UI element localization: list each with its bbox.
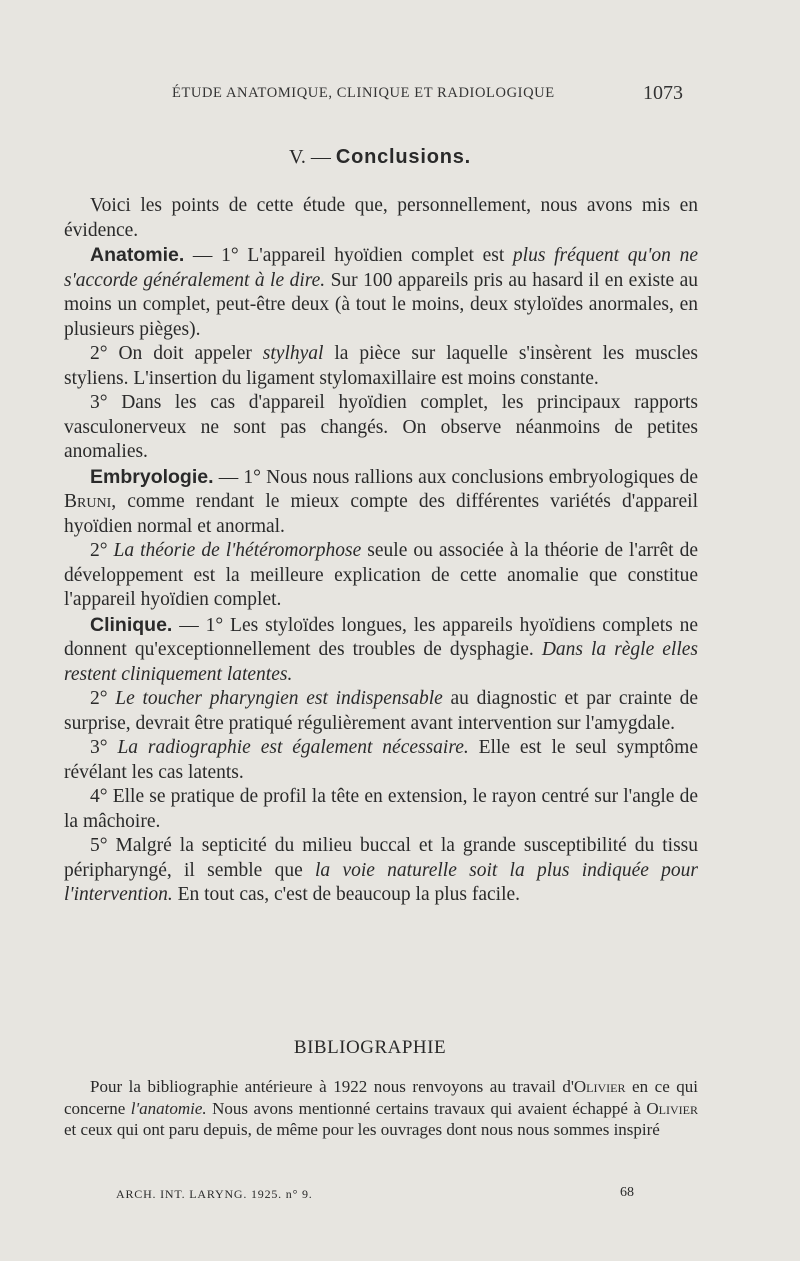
embryologie-label: Embryologie. [90,465,214,488]
italic-run: l'anatomie. [130,1098,207,1118]
text-run: 3° [90,737,118,758]
author-name: Olivier [646,1098,698,1118]
paragraph-clinique-5 [64,834,698,908]
text-run: Sur 100 appareils pris au hasard il en existe au moins un complet, peut-être deux (à tout le moins, deux styloïdes anormales, en plusieurs pièges). [64,269,698,340]
text-run: au diagnostic et par crainte de surprise, devrait être pratiqué régulièrement avant intervention sur l'amygdale. [64,688,698,734]
page-number: 1073 [643,82,683,104]
text-run: , comme rendant le mieux compte des différentes variétés d'appareil hyoïdien normal et anormal. [64,491,698,537]
text-run: la pièce sur laquelle s'insèrent les muscles styliens. L'insertion du ligament stylomaxillaire est moins constante. [64,343,698,389]
text-run: Elle est le seul symptôme révélant les cas latents. [64,737,698,783]
paragraph-embryo-2 [64,539,698,613]
running-head [0,82,800,106]
body-text [64,194,698,908]
page-footer [0,1185,800,1205]
text-run: seule ou associée à la théorie de l'arrêt de développement est la meilleure explication de cette anomalie que constitue l'appareil hyoïdien complet. [64,540,698,610]
bibliography-title: BIBLIOGRAPHIE [293,1037,447,1058]
italic-run: La théorie de l'hétéromorphose [113,540,362,561]
section-number: V. — [288,146,331,168]
text-run: Pour la bibliographie antérieure à 1922 nous renvoyons au travail d' [90,1077,574,1096]
italic-run: Le toucher pharyngien est indispensable [115,688,443,709]
paragraph-anatomie-3: 3° Dans les cas d'appareil hyoïdien complet, les principaux rapports vasculonerveux ne sont pas changés. On observe néanmoins de petites anomalies. [64,392,698,462]
text-run: — 1° Les styloïdes longues, les appareils hyoïdiens complets ne donnent qu'exceptionnellement des troubles de dysphagie. [64,614,698,660]
paragraph-anatomie-1 [64,243,698,342]
signature-mark: 68 [620,1185,634,1200]
text-run: 2° On doit appeler [90,343,263,364]
paragraph-intro: Voici les points de cette étude que, personnellement, nous avons mis en évidence. [64,195,698,241]
italic-run: stylhyal [262,343,324,364]
italic-run: plus fréquent qu'on ne s'accorde généralement à le dire. [64,245,698,291]
bibliography-text [64,1076,698,1141]
text-run: — 1° L'appareil hyoïdien complet est [184,245,513,266]
clinique-label: Clinique. [90,613,173,636]
italic-run: la voie naturelle soit la plus indiquée pour l'intervention. [64,859,698,905]
section-title [0,146,760,169]
italic-run: Dans la règle elles restent cliniquement latentes. [64,639,699,685]
text-run: Nous avons mentionné certains travaux qui avaient échappé à [206,1098,647,1118]
journal-reference: ARCH. INT. LARYNG. 1925. n° 9. [116,1187,313,1201]
paragraph-anatomie-2 [64,342,698,391]
paragraph-clinique-3 [64,736,698,785]
text-run: 5° Malgré la septicité du milieu buccal et la grande susceptibilité du tissu péripharyngé, il semble que [64,835,698,881]
paragraph-clinique-4: 4° Elle se pratique de profil la tête en extension, le rayon centré sur l'angle de la mâchoire. [64,786,698,832]
paragraph-clinique-2 [64,687,698,736]
anatomie-label: Anatomie. [90,244,185,266]
text-run: 2° [90,540,114,561]
paragraph-bibliography [64,1076,698,1141]
running-title: ÉTUDE ANATOMIQUE, CLINIQUE ET RADIOLOGIQUE [172,85,555,101]
text-run: 2° [90,688,116,709]
paragraph-clinique-1 [64,613,698,688]
text-run: — 1° Nous nous rallions aux conclusions embryologiques de [213,466,698,488]
text-run: en ce qui concerne [64,1077,698,1118]
text-run: et ceux qui ont paru depuis, de même pour les ouvrages dont nous nous sommes inspiré [64,1120,660,1139]
author-name: Olivier [573,1077,626,1096]
section-heading: Conclusions. [335,146,472,168]
paragraph-embryo-1 [64,465,698,540]
text-run: En tout cas, c'est de beaucoup la plus facile. [172,884,521,905]
italic-run: La radiographie est également nécessaire. [117,737,469,758]
author-name: Bruni [64,491,112,512]
